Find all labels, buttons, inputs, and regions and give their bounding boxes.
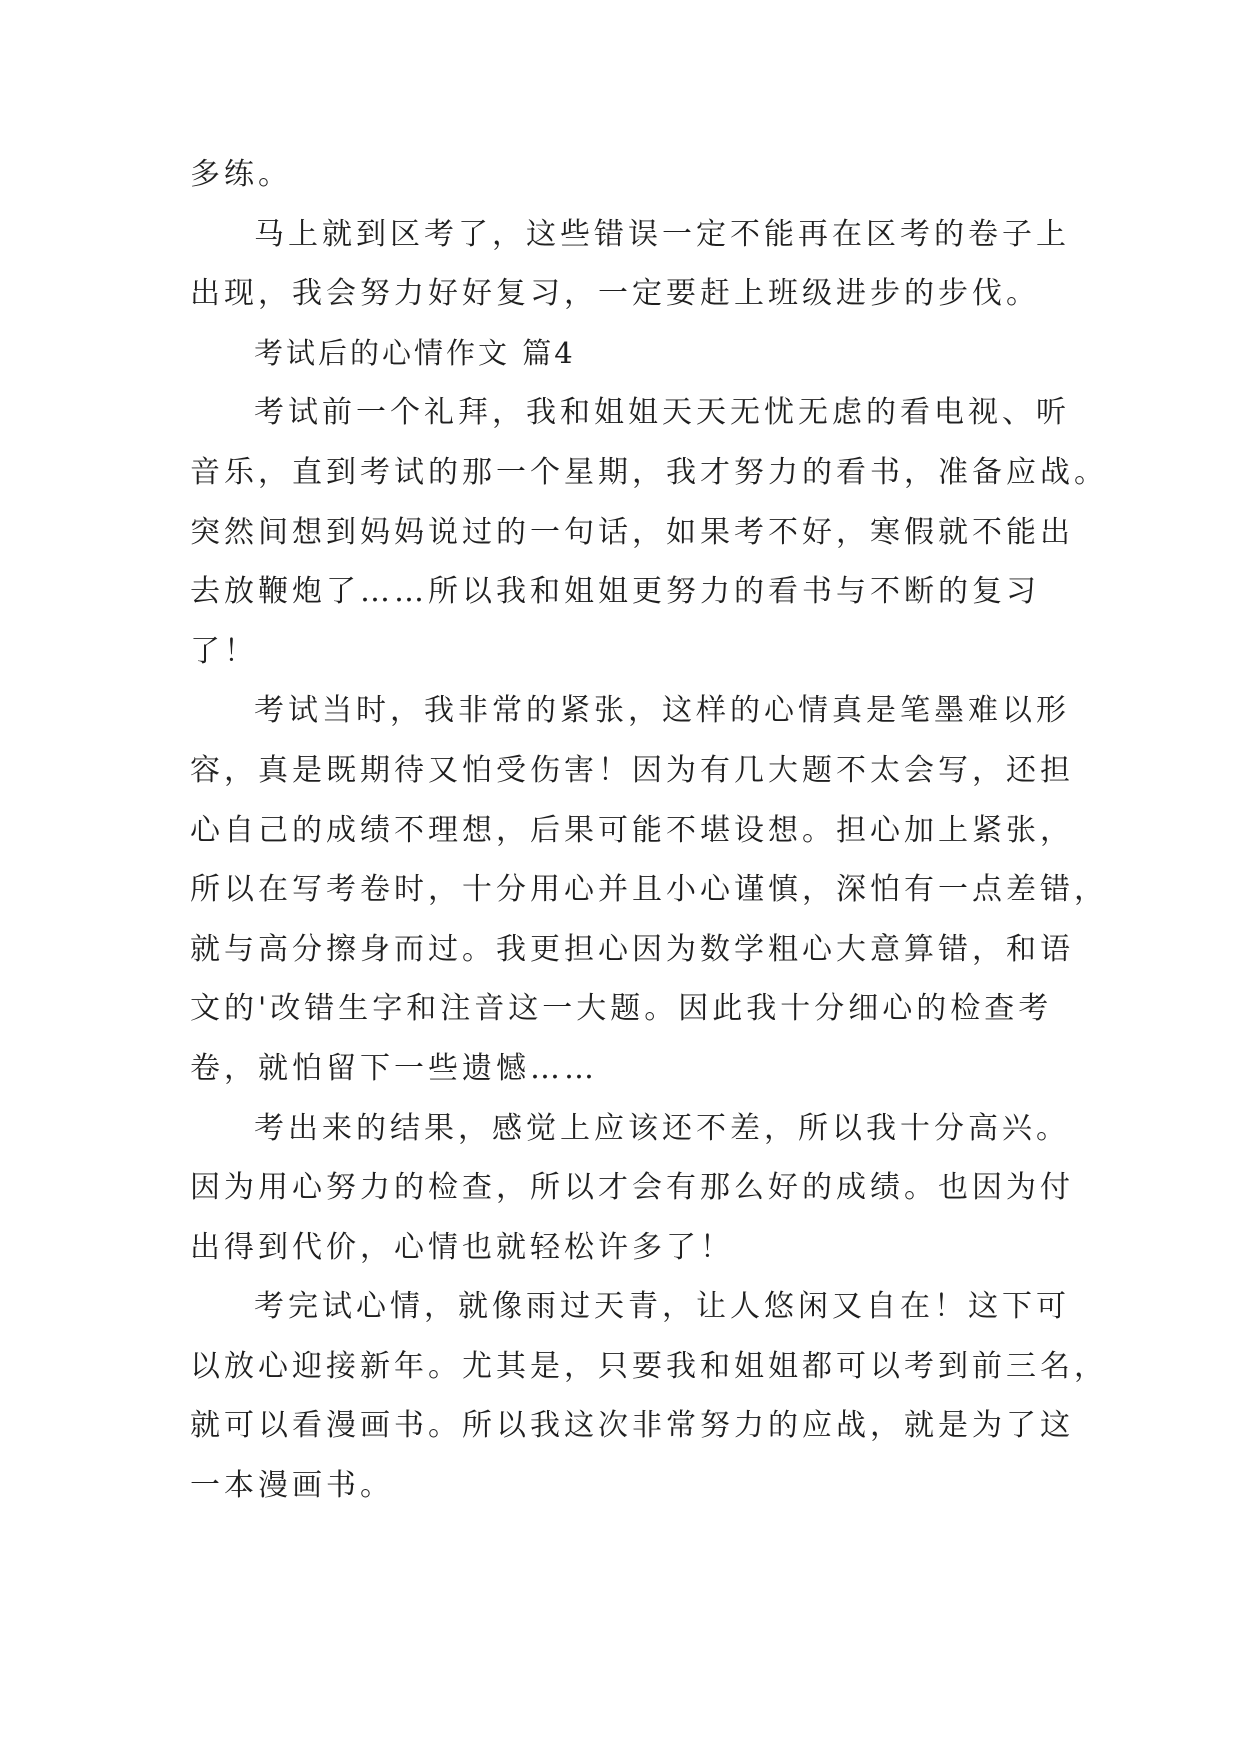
text-line: 就可以看漫画书。所以我这次非常努力的应战，就是为了这 <box>190 1408 1074 1444</box>
text-line: 考试前一个礼拜，我和姐姐天天无忧无虑的看电视、听 <box>254 395 1070 431</box>
text-line: 考完试心情，就像雨过天青，让人悠闲又自在！这下可 <box>254 1289 1070 1325</box>
text-line: 马上就到区考了，这些错误一定不能再在区考的卷子上 <box>254 216 1070 252</box>
section-heading: 考试后的心情作文 篇4 <box>254 335 576 370</box>
text-line: 去放鞭炮了……所以我和姐姐更努力的看书与不断的复习 <box>190 574 1040 610</box>
text-line: 所以在写考卷时，十分用心并且小心谨慎，深怕有一点差错， <box>190 872 1108 908</box>
document-body <box>190 157 1108 1531</box>
text-line: 文的'改错生字和注音这一大题。因此我十分细心的检查考 <box>190 991 1053 1027</box>
text-line: 考试当时，我非常的紧张，这样的心情真是笔墨难以形 <box>254 693 1070 729</box>
text-line: 音乐，直到考试的那一个星期，我才努力的看书，准备应战。 <box>190 454 1108 490</box>
text-line: 就与高分擦身而过。我更担心因为数学粗心大意算错，和语 <box>190 931 1074 967</box>
text-line: 卷，就怕留下一些遗憾…… <box>190 1050 598 1086</box>
text-line: 出得到代价，心情也就轻松许多了！ <box>190 1229 734 1265</box>
text-line: 心自己的成绩不理想，后果可能不堪设想。担心加上紧张， <box>190 812 1074 848</box>
text-line: 多练。 <box>190 157 292 192</box>
text-line: 因为用心努力的检查，所以才会有那么好的成绩。也因为付 <box>190 1170 1074 1206</box>
text-line: 考出来的结果，感觉上应该还不差，所以我十分高兴。 <box>254 1110 1070 1146</box>
text-line: 了！ <box>190 633 258 669</box>
text-line: 出现，我会努力好好复习，一定要赶上班级进步的步伐。 <box>190 276 1040 312</box>
text-line: 突然间想到妈妈说过的一句话，如果考不好，寒假就不能出 <box>190 514 1074 550</box>
text-line: 一本漫画书。 <box>190 1468 394 1504</box>
text-line: 以放心迎接新年。尤其是，只要我和姐姐都可以考到前三名， <box>190 1348 1108 1384</box>
text-line: 容，真是既期待又怕受伤害！因为有几大题不太会写，还担 <box>190 752 1074 788</box>
